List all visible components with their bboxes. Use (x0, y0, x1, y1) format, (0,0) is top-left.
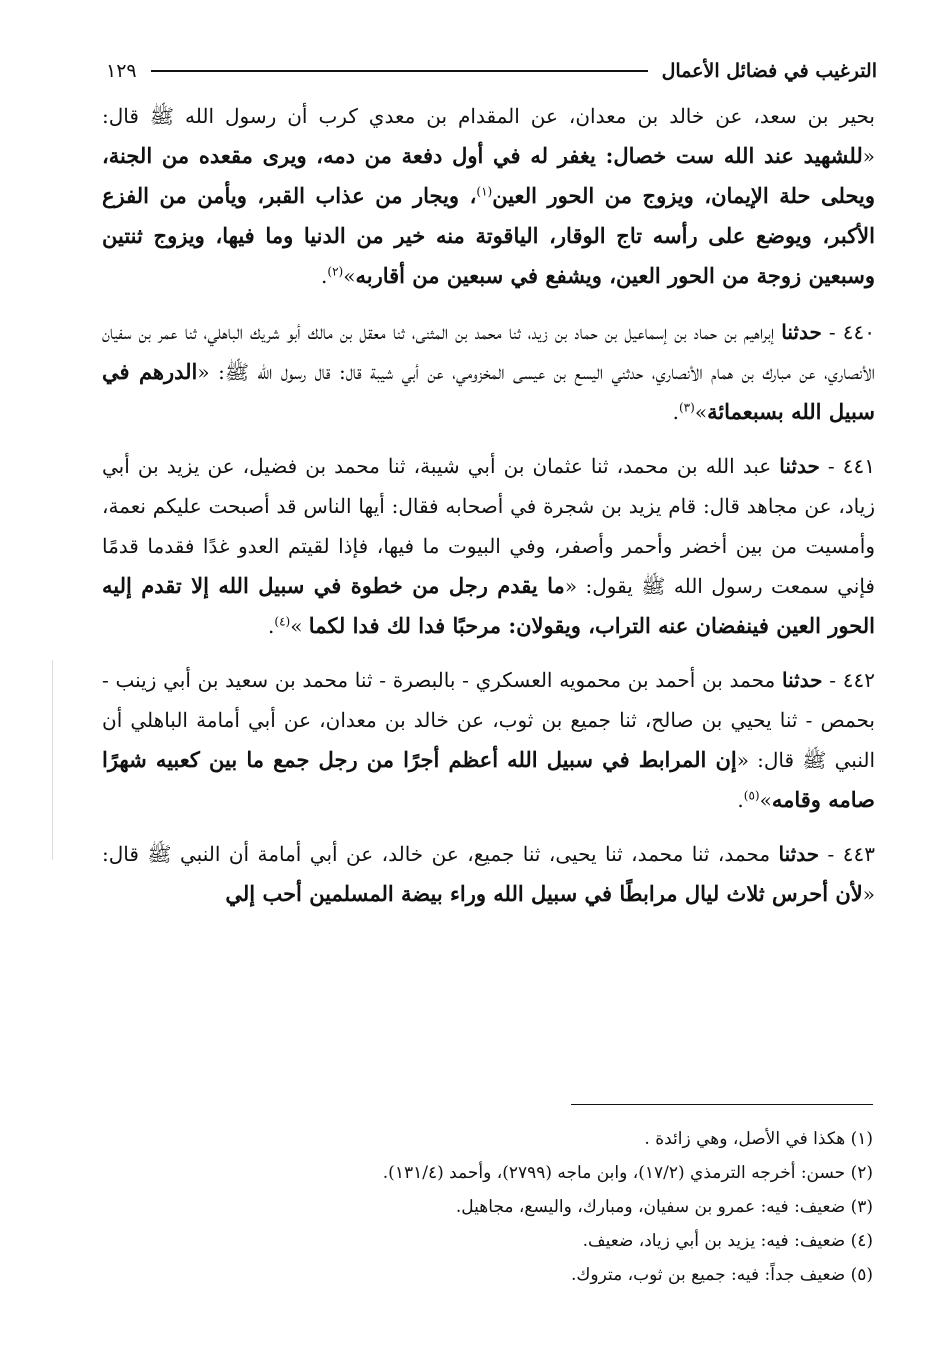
haddathana-word: حدثنا (781, 668, 823, 692)
hadith-quote: الدرهم في سبيل الله بسبعمائة (102, 359, 875, 424)
footnote-ref: (٤) (274, 614, 291, 629)
hadith-443 (102, 834, 875, 914)
footnote-item: (٣) ضعيف: فيه: عمرو بن سفيان، ومبارك، واليسع، مجاهيل. (455, 1197, 873, 1217)
hadith-quote: ، ويجار من عذاب القبر، ويأمن من الفزع الأكبر، ويوضع على رأسه تاج الوقار، الياقوتة منه خير من الدنيا وما فيها، ويزوج ثنتين وسبعين زوجة من الحور العين، ويشفع في سبعين من أقاربه (102, 183, 875, 288)
hadith-quote: إن المرابط في سبيل الله أعظم أجرًا من رجل جمع ما بين كعبيه شهرًا صامه وقامه (102, 747, 875, 812)
isnad-text: عبد الله بن محمد، ثنا عثمان بن أبي شيبة، ثنا محمد بن فضيل، عن يزيد بن أبي زياد، عن مجاهد قال: قام يزيد بن شجرة في أصحابه فقال: أيها الناس قد أصبحت عليكم نعمة، وأمسيت من بين أخضر وأحمر وأصفر، وفي البيوت ما فيها، فإذا لقيتم العدو غدًا فقدما قدمًا فإني سمعت رسول الله ﷺ يقول: « (102, 454, 875, 598)
footnote-ref: (٣) (678, 400, 695, 415)
full-stop: . (672, 400, 679, 424)
quote-close: » (694, 400, 708, 424)
running-header (106, 52, 877, 90)
footnote-ref: (٥) (743, 788, 760, 803)
header-rule (151, 70, 648, 72)
full-stop: . (737, 788, 744, 812)
footnote-separator (571, 1104, 873, 1105)
footnote-item: (١) هكذا في الأصل، وهي زائدة . (644, 1129, 873, 1149)
quote-close: » (759, 788, 772, 812)
hadith-number: ٤٤٢ - (822, 668, 875, 692)
hadith-440 (102, 312, 875, 432)
footnote-ref: (٢) (327, 264, 344, 279)
quote-close: » (343, 264, 356, 288)
footnote-ref: (١) (476, 184, 493, 199)
hadith-number: ٤٤١ - (819, 454, 875, 478)
hadith-quote: للشهيد عند الله ست خصال: يغفر له في أول دفعة من دمه، ويرى مقعده من الجنة، ويحلى حلة الإيمان، ويزوج من الحور العين (102, 143, 876, 208)
isnad-text: إبراهيم بن حماد بن إسماعيل بن حماد بن زيد، ثنا محمد بن المثنى، ثنا معقل بن مالك أبو شريك الباهلي، ثنا عمر بن سفيان الأنصاري، عن مبارك بن همام الأنصاري، حدثني اليسع بن عيسى المخزومي، عن أبي شيبة قال: قال رسول الله ﷺ: « (102, 320, 875, 384)
quote-close: » (290, 614, 309, 638)
haddathana-word: حدثنا (778, 842, 820, 866)
footnotes (102, 1122, 873, 1292)
footnote-item: (٤) ضعيف: فيه: يزيد بن أبي زياد، ضعيف. (582, 1231, 873, 1251)
isnad-text: محمد بن أحمد بن محمويه العسكري - بالبصرة - ثنا محمد بن سعيد بن أبي زينب - بحمص - ثنا يحيي بن صالح، ثنا جميع بن ثوب، عن خالد بن معدان، عن أبي أمامة الباهلي أن النبي ﷺ قال: « (102, 668, 875, 772)
footnote-item: (٢) حسن: أخرجه الترمذي (١٧/٢)، وابن ماجه (٢٧٩٩)، وأحمد (١٣١/٤). (382, 1163, 873, 1183)
hadith-441 (102, 446, 875, 646)
haddathana-word: حدثنا (779, 454, 820, 478)
hadith-442 (102, 660, 875, 820)
hadith-quote: لأن أحرس ثلاث ليال مرابطًا في سبيل الله وراء بيضة المسلمين أحب إلي (225, 881, 863, 906)
haddathana-word: حدثنا (781, 320, 822, 344)
full-stop: . (268, 614, 275, 638)
main-text (102, 96, 875, 928)
hadith-number: ٤٤٠ - (821, 320, 875, 344)
hadith-quote: ما يقدم رجل من خطوة في سبيل الله إلا تقدم إليه الحور العين فينفضان عنه التراب، ويقولان: مرحبًا فدا لك فدا لكما (102, 573, 875, 638)
scan-margin-mark (52, 660, 53, 860)
isnad-text: بحير بن سعد، عن خالد بن معدان، عن المقدام بن معدي كرب أن رسول الله ﷺ قال: « (102, 104, 875, 168)
isnad-text: محمد، ثنا محمد، ثنا يحيى، ثنا جميع، عن خالد، عن أبي أمامة أن النبي ﷺ قال: « (102, 842, 875, 906)
page-number: ١٢٩ (106, 60, 137, 82)
book-title: الترغيب في فضائل الأعمال (661, 60, 877, 82)
footnote-item: (٥) ضعيف جداً: فيه: جميع بن ثوب، متروك. (570, 1265, 873, 1285)
hadith-continuation (102, 96, 875, 296)
full-stop: . (321, 264, 328, 288)
hadith-number: ٤٤٣ - (819, 842, 875, 866)
